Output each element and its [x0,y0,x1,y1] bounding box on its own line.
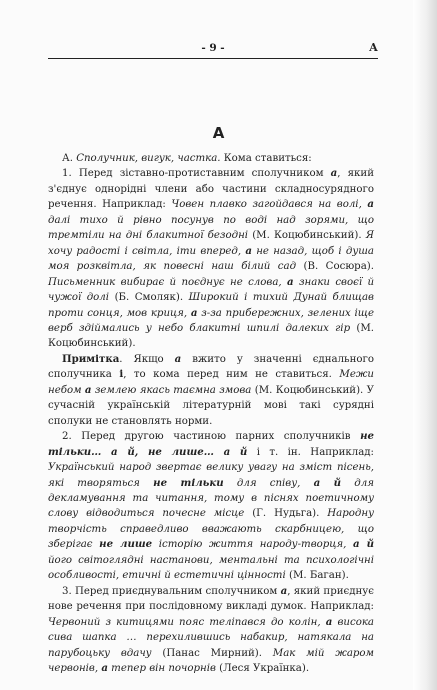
text-run: А. [62,153,77,164]
text-run: 1. Перед зіставно-протиставним сполучником [62,168,331,180]
emphasized-text: а [325,615,333,628]
text-run: 3. Перед приєднувальним сполучником [62,585,281,597]
emphasized-text: Межи небом [48,369,374,396]
text-run: . Якщо [119,353,175,365]
emphasized-text: Примітка [62,352,120,365]
emphasized-text: не лише [99,538,153,551]
text-run: , то кома перед ним не ставиться. [123,369,340,381]
emphasized-text: а [245,244,252,257]
text-run: (Б. Смоляк). [109,292,189,304]
emphasized-text: тепер він почорнів [107,662,216,674]
text-run: і т. ін. Наприклад: [247,446,374,458]
emphasized-text: а [101,661,108,674]
text-run: (Панас Мирний). [151,647,273,659]
body-text [48,151,374,676]
paragraph [48,429,374,584]
emphasized-text: далі тихо й рівно посунув по воді над зорями, що тремтіли на дні блакитної безодні [48,214,374,242]
emphasized-text: Червоний з китицями пояс теліпався до колін, [48,616,326,628]
text-run: Кома ставиться: [220,153,312,164]
text-run: , який приєднує нове речення при послідовному викладі думок. Наприклад: [48,585,374,613]
emphasized-text: Широкий і тихий Дунай блищав проти сонця, мов криця, [48,292,374,319]
emphasized-text: Сполучник, вигук, частка. [76,153,221,164]
emphasized-text: Мак мій жаром червонів, [48,647,374,674]
emphasized-text: Український народ звертає велику увагу на зміст пісень, які творяться [48,462,374,489]
chapter-title: А [212,124,225,142]
emphasized-text: не тільки [153,476,224,489]
emphasized-text: з-за прибережних, зелених іще верб здіймались у небо блакитні шпилі далеких гір [48,307,374,334]
text-run: вжито у значенні єднального сполучника [48,353,374,381]
emphasized-text: а [190,306,198,319]
emphasized-text: а [287,275,294,288]
emphasized-text: землею якась таємна змова [91,384,252,396]
header-rule [48,58,378,59]
emphasized-text: Народну творчість справедливо вважають скарбницею, що зберігає [48,508,374,551]
emphasized-text: для декламування та читання, тому в піснях поетичному слову відводиться почесне місце [48,477,374,520]
paragraph [48,151,374,166]
page-gutter-shadow [413,0,437,690]
page-header [48,40,378,56]
emphasized-text: а [84,383,92,396]
emphasized-text: а й [353,538,374,551]
emphasized-text: його світоглядні настанови, ментальні та психологічні особливості, етичні й естетичні цінності [48,554,374,582]
text-run: 2. Перед другою частиною парних сполучників [62,431,361,443]
text-run: (М. Коцюбинський). [48,322,374,350]
paragraph [48,584,374,677]
text-run: , який з'єднує однорідні члени або частини складносурядного речення. Наприклад: [48,168,374,211]
text-run: (Леся Українка). [215,662,310,674]
text-run: (М. Баган). [285,570,349,582]
emphasized-text: і [119,368,124,381]
emphasized-text: Я хочу радості і світла, іти вперед, [48,230,374,257]
text-run: (М. Коцюбинський). У сучасній українській літературній мові такі сурядні сполуки не становлять норми. [48,384,374,427]
emphasized-text: історію життя народу-творця, [152,539,354,551]
emphasized-text: не назад, щоб і душа моя розквітла, як повеснi наш білий сад [48,245,374,273]
text-run: (В. Сосюра). [296,261,374,273]
emphasized-text: а [280,584,288,597]
text-run: (Г. Нудьга). [244,508,328,520]
emphasized-text: а [367,198,374,211]
page-number: - 9 - [201,42,225,54]
emphasized-text: знаки своєї й чужої долі [48,276,374,304]
emphasized-text: Письменник вибирає й поєднує не слова, [48,276,288,288]
text-run: (М. Коцюбинський). [248,230,366,242]
emphasized-text: для співу, [223,477,314,489]
paragraph [48,352,374,429]
emphasized-text: не тільки… а й, не лише… а й [48,430,374,458]
running-head-letter: А [369,41,378,54]
paragraph [48,166,374,351]
emphasized-text: а й [313,476,342,489]
emphasized-text: висока сива шапка … перехилившись набакир, натякала на парубоцьку вдачу [48,616,374,659]
emphasized-text: а [174,352,182,365]
emphasized-text: а [330,167,338,180]
emphasized-text: Човен плавко загойдався на волі, [171,199,368,211]
